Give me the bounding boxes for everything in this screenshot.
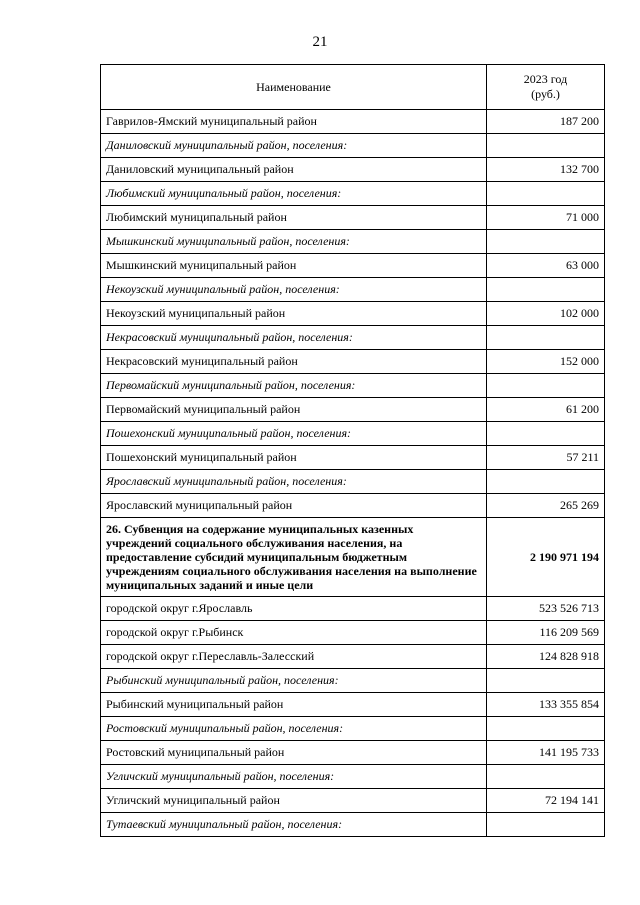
table-row [101, 597, 605, 621]
header-year: 2023 год [523, 72, 568, 86]
table-section-row [101, 813, 605, 837]
row-amount-cell [487, 182, 605, 206]
row-name-cell: Пошехонский муниципальный район [101, 446, 487, 470]
table-section-row [101, 765, 605, 789]
row-name-cell: Некоузский муниципальный район, поселения: [101, 278, 487, 302]
table-row [101, 110, 605, 134]
table-row [101, 206, 605, 230]
row-amount-cell: 2 190 971 194 [487, 518, 605, 597]
row-name-cell: Угличский муниципальный район, поселения: [101, 765, 487, 789]
row-name-cell: Ярославский муниципальный район, поселения: [101, 470, 487, 494]
row-amount-cell: 132 700 [487, 158, 605, 182]
row-name-cell: Гаврилов-Ямский муниципальный район [101, 110, 487, 134]
row-name-cell: Ростовский муниципальный район, поселения: [101, 717, 487, 741]
table-section-row [101, 278, 605, 302]
table-section-row [101, 422, 605, 446]
row-name-cell: Некоузский муниципальный район [101, 302, 487, 326]
row-name-cell: Любимский муниципальный район, поселения: [101, 182, 487, 206]
row-amount-cell [487, 717, 605, 741]
row-name-cell: Ростовский муниципальный район [101, 741, 487, 765]
table-section-row [101, 669, 605, 693]
table-row [101, 621, 605, 645]
table-section-row [101, 182, 605, 206]
table-header-row [101, 65, 605, 110]
row-amount-cell: 61 200 [487, 398, 605, 422]
header-unit: (руб.) [531, 87, 560, 101]
table-section-row [101, 717, 605, 741]
table-row [101, 645, 605, 669]
table-row [101, 254, 605, 278]
row-amount-cell [487, 422, 605, 446]
row-name-cell: Любимский муниципальный район [101, 206, 487, 230]
table-row [101, 398, 605, 422]
row-amount-cell: 523 526 713 [487, 597, 605, 621]
row-amount-cell: 71 000 [487, 206, 605, 230]
row-amount-cell [487, 374, 605, 398]
row-amount-cell: 124 828 918 [487, 645, 605, 669]
row-amount-cell: 116 209 569 [487, 621, 605, 645]
row-name-cell: Даниловский муниципальный район [101, 158, 487, 182]
budget-table [100, 64, 605, 837]
row-name-cell: Мышкинский муниципальный район, поселения: [101, 230, 487, 254]
table-section-row [101, 230, 605, 254]
table-row [101, 741, 605, 765]
table-row [101, 302, 605, 326]
row-amount-cell: 63 000 [487, 254, 605, 278]
row-amount-cell [487, 278, 605, 302]
table-row [101, 693, 605, 717]
row-name-cell: Мышкинский муниципальный район [101, 254, 487, 278]
row-name-cell: Ярославский муниципальный район [101, 494, 487, 518]
row-amount-cell: 133 355 854 [487, 693, 605, 717]
row-amount-cell [487, 326, 605, 350]
row-amount-cell [487, 470, 605, 494]
table-row [101, 494, 605, 518]
table-row [101, 446, 605, 470]
row-name-cell: Пошехонский муниципальный район, поселения: [101, 422, 487, 446]
row-amount-cell: 265 269 [487, 494, 605, 518]
row-name-cell: городской округ г.Ярославль [101, 597, 487, 621]
row-name-cell: Рыбинский муниципальный район, поселения: [101, 669, 487, 693]
row-name-cell: Первомайский муниципальный район [101, 398, 487, 422]
row-amount-cell: 187 200 [487, 110, 605, 134]
row-amount-cell: 72 194 141 [487, 789, 605, 813]
row-name-cell: Первомайский муниципальный район, поселения: [101, 374, 487, 398]
row-name-cell: Тутаевский муниципальный район, поселения: [101, 813, 487, 837]
row-amount-cell [487, 813, 605, 837]
row-name-cell: Угличский муниципальный район [101, 789, 487, 813]
row-amount-cell [487, 230, 605, 254]
table-row [101, 158, 605, 182]
row-amount-cell: 141 195 733 [487, 741, 605, 765]
header-name-cell: Наименование [101, 65, 487, 110]
row-amount-cell: 102 000 [487, 302, 605, 326]
row-name-cell: Некрасовский муниципальный район [101, 350, 487, 374]
table-section-row [101, 134, 605, 158]
row-name-cell: городской округ г.Рыбинск [101, 621, 487, 645]
header-amount-cell [487, 65, 605, 110]
table-subvention-row [101, 518, 605, 597]
row-amount-cell: 152 000 [487, 350, 605, 374]
row-amount-cell [487, 765, 605, 789]
row-amount-cell: 57 211 [487, 446, 605, 470]
row-name-cell: 26. Субвенция на содержание муниципальных казенных учреждений социального обслуживания населения, на предоставление субсидий муниципальным бюджетным учреждениям социального обслуживания населения на выполнение муниципальных заданий и иные цели [101, 518, 487, 597]
row-name-cell: Некрасовский муниципальный район, поселения: [101, 326, 487, 350]
table-section-row [101, 374, 605, 398]
table-row [101, 789, 605, 813]
row-name-cell: городской округ г.Переславль-Залесский [101, 645, 487, 669]
row-amount-cell [487, 134, 605, 158]
row-amount-cell [487, 669, 605, 693]
row-name-cell: Даниловский муниципальный район, поселения: [101, 134, 487, 158]
table-row [101, 350, 605, 374]
table-section-row [101, 326, 605, 350]
row-name-cell: Рыбинский муниципальный район [101, 693, 487, 717]
page-number: 21 [312, 34, 328, 50]
table-section-row [101, 470, 605, 494]
